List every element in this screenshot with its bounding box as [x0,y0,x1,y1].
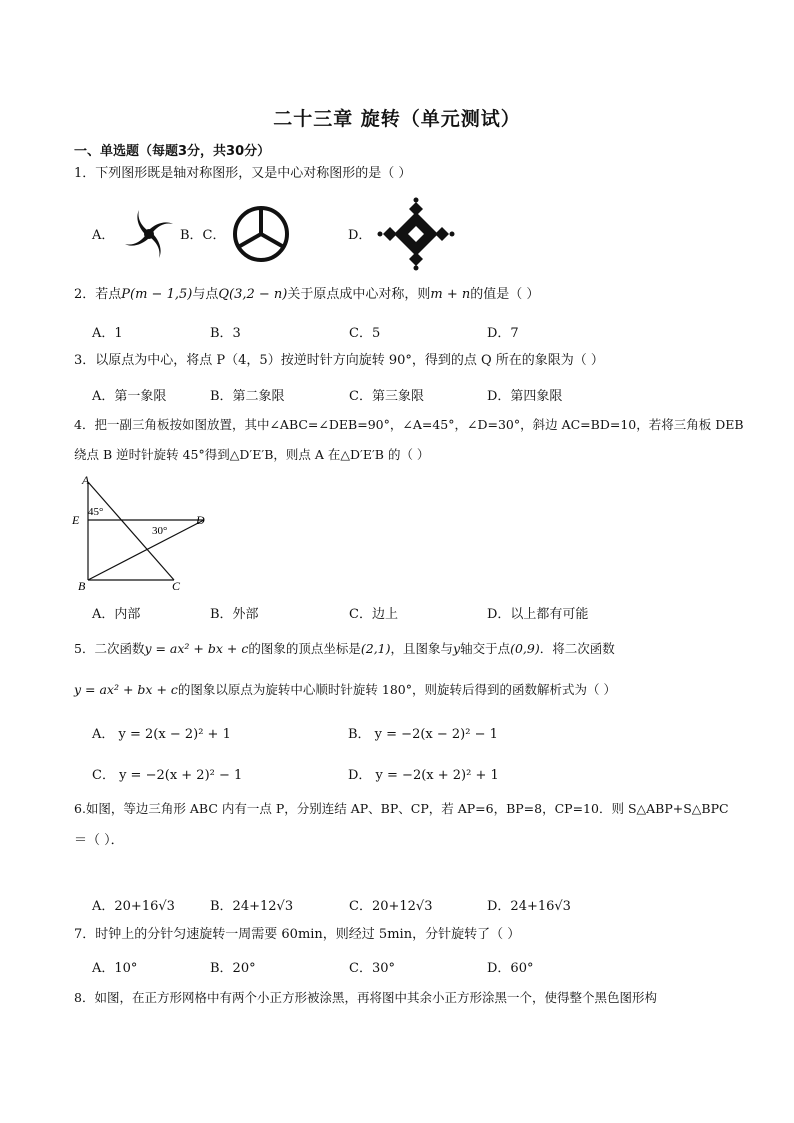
q5-end: ．将二次函数 [539,641,615,656]
question-4-line-2: 绕点 B 逆时针旋转 45°得到△D′E′B，则点 A 在△D′E′B 的（ ） [74,447,430,462]
q5-option-b: B． y = −2(x − 2)² − 1 [348,727,498,742]
q4-option-d: D．以上都有可能 [487,607,589,622]
q3-option-d: D．第四象限 [487,389,563,404]
q5-mid: 的图象的顶点坐标是 [248,641,361,656]
pinwheel-figure [118,206,180,262]
q7-option-b: B．20° [210,961,256,976]
section-heading: 一、单选题（每题3分，共30分） [74,144,271,159]
q2-mid: 与点 [192,287,219,302]
pinwheel-blade [137,210,147,234]
q2-expr: m + n [430,287,471,302]
q1-label-a: A． [92,228,115,243]
q3-option-b: B．第二象限 [210,389,285,404]
q5-y: y [453,641,461,656]
pinwheel-blade [149,222,173,232]
q2-post: 关于原点成中心对称，则 [287,287,431,302]
q5-func: y = ax² + bx + c [144,641,249,656]
diamond-cross-figure [373,196,459,272]
q2-option-b: B．3 [210,326,241,341]
q7-option-d: D．60° [487,961,534,976]
question-3-text: 3．以原点为中心，将点 P（4，5）按逆时针方向旋转 90°，得到的点 Q 所在的象限为（ ） [74,353,604,368]
fig-label-e: E [72,513,80,527]
q7-option-a: A．10° [92,961,138,976]
q5-point: (0,9) [510,641,540,656]
q7-option-c: C．30° [349,961,395,976]
fig-angle-45: 45° [88,506,104,518]
star-spokes [240,210,282,246]
q2-end: 的值是（ ） [470,287,540,302]
q1-label-bc: B．C． [180,228,226,243]
q2-option-c: C．5 [349,326,381,341]
question-6-line-2: ＝（ ）． [74,833,124,848]
question-5-line-2 [74,681,616,699]
q2-option-a: A．1 [92,326,123,341]
q3-option-a: A．第一象限 [92,389,167,404]
q6-option-a: A．20+16√3 [92,899,175,914]
fig-label-c: C [172,579,181,593]
fig-label-d: D [196,513,205,527]
q5-line2-text: 的图象以原点为旋转中心顺时针旋转 180°，则旋转后得到的函数解析式为（ ） [177,682,616,697]
q2-point-q: Q(3,2 − n) [218,287,288,302]
question-8-text: 8．如图，在正方形网格中有两个小正方形被涂黑，再将图中其余小正方形涂黑一个，使得整个黑色图形构 [74,990,657,1005]
q4-option-b: B．外部 [210,607,259,622]
q4-option-c: C．边上 [349,607,398,622]
question-6-line-1: 6.如图，等边三角形 ABC 内有一点 P，分别连结 AP、BP、CP，若 AP=6，BP=8，CP=10．则 S△ABP+S△BPC [74,801,729,816]
question-7-text: 7．时钟上的分针匀速旋转一周需要 60min，则经过 5min，分针旋转了（ ） [74,927,521,942]
pinwheel-blade [151,234,161,258]
page-title: 二十三章 旋转（单元测试） [273,108,521,130]
mercedes-star-figure [229,204,293,264]
q5-option-a: A． y = 2(x − 2)² + 1 [92,727,231,742]
q6-option-c: C．20+12√3 [349,899,433,914]
q5-pre: 5．二次函数 [74,641,145,656]
q5-option-c: C． y = −2(x + 2)² − 1 [92,768,243,783]
q2-pre: 2．若点 [74,287,122,302]
q2-option-d: D．7 [487,326,519,341]
fig-angle-30: 30° [152,525,168,537]
q6-option-d: D．24+16√3 [487,899,571,914]
q5-option-d: D． y = −2(x + 2)² + 1 [348,768,499,783]
question-4-line-1: 4．把一副三角板按如图放置，其中∠ABC=∠DEB=90°，∠A=45°，∠D=30°，斜边 AC=BD=10，若将三角板 DEB [74,417,744,432]
question-1-text: 1．下列图形既是轴对称图形，又是中心对称图形的是（ ） [74,166,412,181]
q5-func-2: y = ax² + bx + c [74,682,178,697]
triangle-figure [68,472,218,594]
q5-mid3: 轴交于点 [460,641,511,656]
q3-option-c: C．第三象限 [349,389,424,404]
fig-label-a: A [82,473,90,487]
pinwheel-blade [125,236,149,246]
q5-mid2: ，且图象与 [390,641,454,656]
question-2-text [74,286,539,304]
q5-vertex: (2,1) [360,641,391,656]
q6-option-b: B．24+12√3 [210,899,294,914]
q2-point-p: P(m − 1,5) [121,287,193,302]
question-5-line-1 [74,640,615,658]
fig-label-b: B [78,579,86,593]
q1-label-d: D． [348,228,372,243]
q4-option-a: A．内部 [92,607,141,622]
